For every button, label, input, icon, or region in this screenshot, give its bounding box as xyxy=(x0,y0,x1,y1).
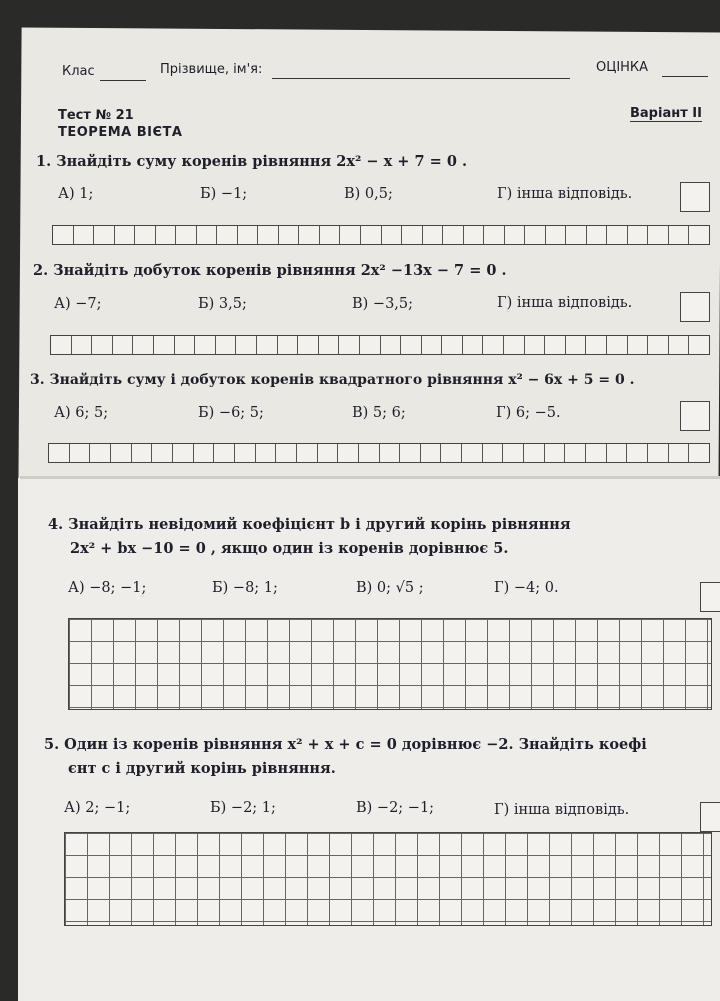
variant-label: Варіант II xyxy=(630,106,702,121)
topic-title: ТЕОРЕМА ВІЄТА xyxy=(58,125,183,140)
q4-answer-box[interactable] xyxy=(700,582,720,612)
test-sheet-top xyxy=(18,28,720,493)
q3-option-c[interactable]: В) 5; 6; xyxy=(352,405,406,421)
q4-work-grid[interactable] xyxy=(68,618,712,710)
q1-answer-box[interactable] xyxy=(680,182,710,212)
q5-option-c[interactable]: В) −2; −1; xyxy=(356,800,435,816)
q4-option-a[interactable]: А) −8; −1; xyxy=(68,580,147,596)
q1-answer-strip[interactable] xyxy=(52,225,710,245)
q3-answer-strip[interactable] xyxy=(48,443,710,463)
name-label: Прізвище, ім'я: xyxy=(160,62,263,77)
name-field[interactable] xyxy=(272,78,570,79)
q3-answer-box[interactable] xyxy=(680,401,710,431)
question-4-line2: 2x² + bx −10 = 0 , якщо один із коренів дорівнює 5. xyxy=(70,540,509,557)
grade-field[interactable] xyxy=(662,76,708,77)
q5-option-b[interactable]: Б) −2; 1; xyxy=(210,800,276,816)
q5-option-a[interactable]: А) 2; −1; xyxy=(64,800,131,816)
question-2: 2. Знайдіть добуток коренів рівняння 2x² −13x − 7 = 0 . xyxy=(33,262,507,279)
q2-answer-strip[interactable] xyxy=(50,335,710,355)
q2-option-a[interactable]: А) −7; xyxy=(54,296,102,312)
q1-option-a[interactable]: А) 1; xyxy=(58,186,94,202)
q5-work-grid[interactable] xyxy=(64,832,712,926)
q1-option-b[interactable]: Б) −1; xyxy=(200,186,248,202)
q2-option-c[interactable]: В) −3,5; xyxy=(352,296,414,312)
class-field[interactable] xyxy=(100,80,146,81)
grade-label: ОЦІНКА xyxy=(596,60,649,75)
q3-option-a[interactable]: А) 6; 5; xyxy=(54,405,109,421)
q3-option-d[interactable]: Г) 6; −5. xyxy=(496,405,561,421)
question-1: 1. Знайдіть суму коренів рівняння 2x² − x + 7 = 0 . xyxy=(36,153,468,170)
q5-option-d[interactable]: Г) інша відповідь. xyxy=(494,802,630,818)
q2-option-d[interactable]: Г) інша відповідь. xyxy=(497,295,633,311)
question-5-line2: єнт c і другий корінь рівняння. xyxy=(68,760,336,777)
question-4: 4. Знайдіть невідомий коефіцієнт b і другий корінь рівняння xyxy=(48,516,571,533)
q2-answer-box[interactable] xyxy=(680,292,710,322)
q1-option-c[interactable]: В) 0,5; xyxy=(344,186,393,202)
q5-answer-box[interactable] xyxy=(700,802,720,832)
question-5: 5. Один із коренів рівняння x² + x + c = 0 дорівнює −2. Знайдіть коефі xyxy=(44,736,647,753)
q1-option-d[interactable]: Г) інша відповідь. xyxy=(497,186,633,202)
test-title: Тест № 21 xyxy=(58,108,134,123)
paper-fold xyxy=(20,476,720,479)
q2-option-b[interactable]: Б) 3,5; xyxy=(198,296,247,312)
question-3: 3. Знайдіть суму і добуток коренів квадратного рівняння x² − 6x + 5 = 0 . xyxy=(30,372,635,388)
class-label: Клас xyxy=(62,64,95,79)
q4-option-c[interactable]: В) 0; √5 ; xyxy=(356,580,424,596)
q4-option-b[interactable]: Б) −8; 1; xyxy=(212,580,278,596)
q3-option-b[interactable]: Б) −6; 5; xyxy=(198,405,264,421)
q4-option-d[interactable]: Г) −4; 0. xyxy=(494,580,559,596)
